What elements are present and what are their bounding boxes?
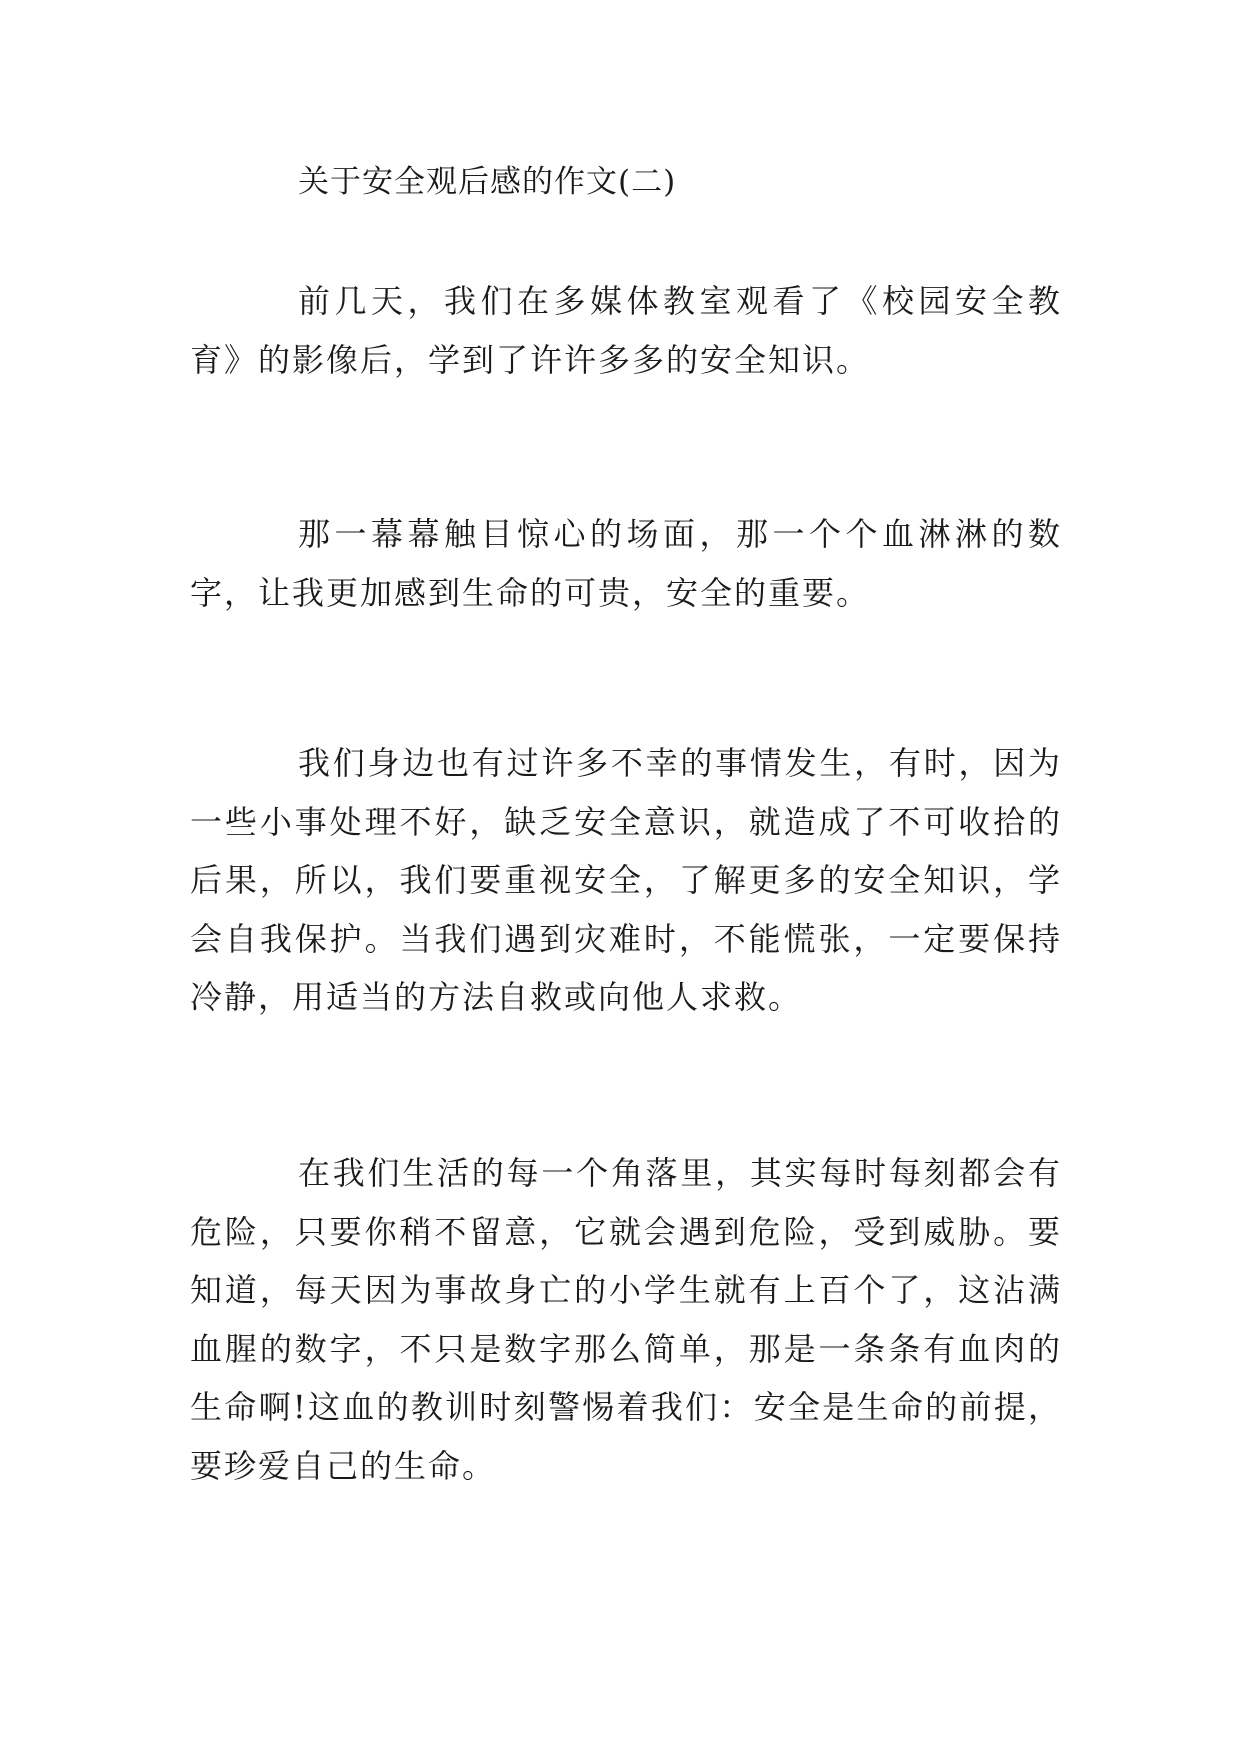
document-title: 关于安全观后感的作文(二) xyxy=(298,164,677,200)
paragraph-4: 在我们生活的每一个角落里，其实每时每刻都会有危险，只要你稍不留意，它就会遇到危险，受到威胁。要知道，每天因为事故身亡的小学生就有上百个了，这沾满血腥的数字，不只是数字那么简单，那是一条条有血肉的生命啊!这血的教训时刻警惕着我们：安全是生命的前提，要珍爱自己的生命。 xyxy=(190,1154,1062,1485)
paragraph-3: 我们身边也有过许多不幸的事情发生，有时，因为一些小事处理不好，缺乏安全意识，就造成了不可收拾的后果，所以，我们要重视安全，了解更多的安全知识，学会自我保护。当我们遇到灾难时，不能慌张，一定要保持冷静，用适当的方法自救或向他人求救。 xyxy=(190,744,1062,1017)
paragraph-1: 前几天，我们在多媒体教室观看了《校园安全教育》的影像后，学到了许许多多的安全知识。 xyxy=(190,282,1062,379)
paragraph-2: 那一幕幕触目惊心的场面，那一个个血淋淋的数字，让我更加感到生命的可贵，安全的重要。 xyxy=(190,515,1062,612)
